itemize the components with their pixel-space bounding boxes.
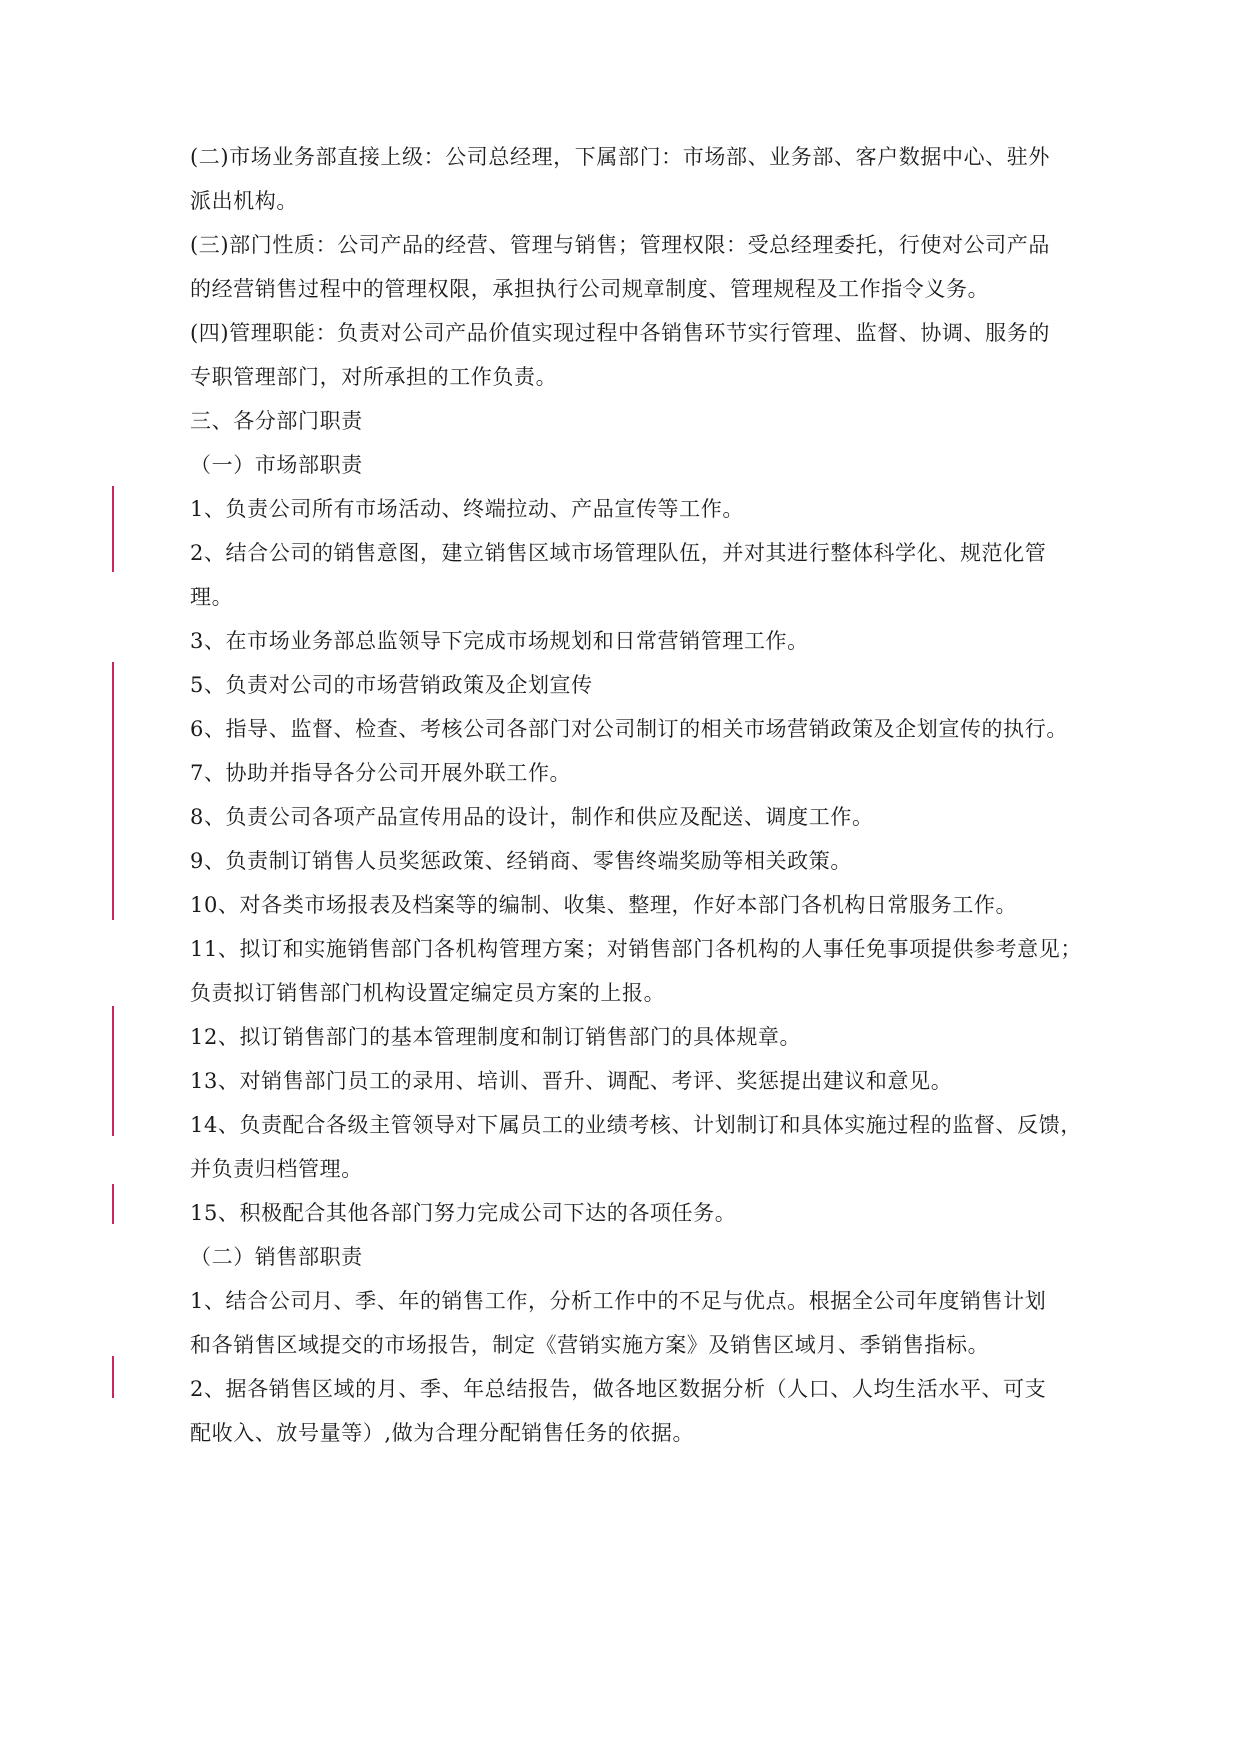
list-item: 12、拟订销售部门的基本管理制度和制订销售部门的具体规章。 [190, 1025, 802, 1049]
text-line: 负责拟订销售部门机构设置定编定员方案的上报。 [190, 981, 666, 1005]
list-item: 11、拟订和实施销售部门各机构管理方案；对销售部门各机构的人事任免事项提供参考意见； [190, 937, 1082, 961]
list-item: 5、负责对公司的市场营销政策及企划宣传 [190, 673, 593, 697]
section-heading: 三、各分部门职责 [190, 409, 363, 433]
text-line: 理。 [190, 585, 234, 609]
text-line: 并负责归档管理。 [190, 1157, 363, 1181]
text-line: 的经营销售过程中的管理权限，承担执行公司规章制度、管理规程及工作指令义务。 [190, 277, 990, 301]
list-item: 10、对各类市场报表及档案等的编制、收集、整理，作好本部门各机构日常服务工作。 [190, 893, 1018, 917]
revision-bar [112, 1356, 114, 1398]
text-line: 和各销售区域提交的市场报告，制定《营销实施方案》及销售区域月、季销售指标。 [190, 1333, 990, 1357]
list-item: 8、负责公司各项产品宣传用品的设计，制作和供应及配送、调度工作。 [190, 805, 874, 829]
list-item: 1、结合公司月、季、年的销售工作，分析工作中的不足与优点。根据全公司年度销售计划 [190, 1289, 1047, 1313]
text-line: 派出机构。 [190, 189, 298, 213]
text-line: (二)市场业务部直接上级：公司总经理，下属部门：市场部、业务部、客户数据中心、驻外 [190, 145, 1050, 169]
list-item: 9、负责制订销售人员奖惩政策、经销商、零售终端奖励等相关政策。 [190, 849, 852, 873]
text-line: (三)部门性质：公司产品的经营、管理与销售；管理权限：受总经理委托，行使对公司产品 [190, 233, 1050, 257]
text-line: (四)管理职能：负责对公司产品价值实现过程中各销售环节实行管理、监督、协调、服务的 [190, 321, 1050, 345]
subsection-heading: （二）销售部职责 [190, 1245, 363, 1269]
revision-bar [112, 1006, 114, 1136]
revision-bar [112, 486, 114, 572]
revision-bar [112, 1184, 114, 1224]
list-item: 15、积极配合其他各部门努力完成公司下达的各项任务。 [190, 1201, 737, 1225]
subsection-heading: （一）市场部职责 [190, 453, 363, 477]
text-line: 专职管理部门，对所承担的工作负责。 [190, 365, 558, 389]
list-item: 6、指导、监督、检查、考核公司各部门对公司制订的相关市场营销政策及企划宣传的执行。 [190, 717, 1068, 741]
list-item: 1、负责公司所有市场活动、终端拉动、产品宣传等工作。 [190, 497, 744, 521]
revision-bar [112, 662, 114, 920]
list-item: 7、协助并指导各分公司开展外联工作。 [190, 761, 572, 785]
text-line: 配收入、放号量等）,做为合理分配销售任务的依据。 [190, 1421, 695, 1445]
list-item: 2、据各销售区域的月、季、年总结报告，做各地区数据分析（人口、人均生活水平、可支 [190, 1377, 1047, 1401]
list-item: 3、在市场业务部总监领导下完成市场规划和日常营销管理工作。 [190, 629, 809, 653]
list-item: 14、负责配合各级主管领导对下属员工的业绩考核、计划制订和具体实施过程的监督、反馈， [190, 1113, 1082, 1137]
list-item: 13、对销售部门员工的录用、培训、晋升、调配、考评、奖惩提出建议和意见。 [190, 1069, 953, 1093]
list-item: 2、结合公司的销售意图，建立销售区域市场管理队伍，并对其进行整体科学化、规范化管 [190, 541, 1047, 565]
